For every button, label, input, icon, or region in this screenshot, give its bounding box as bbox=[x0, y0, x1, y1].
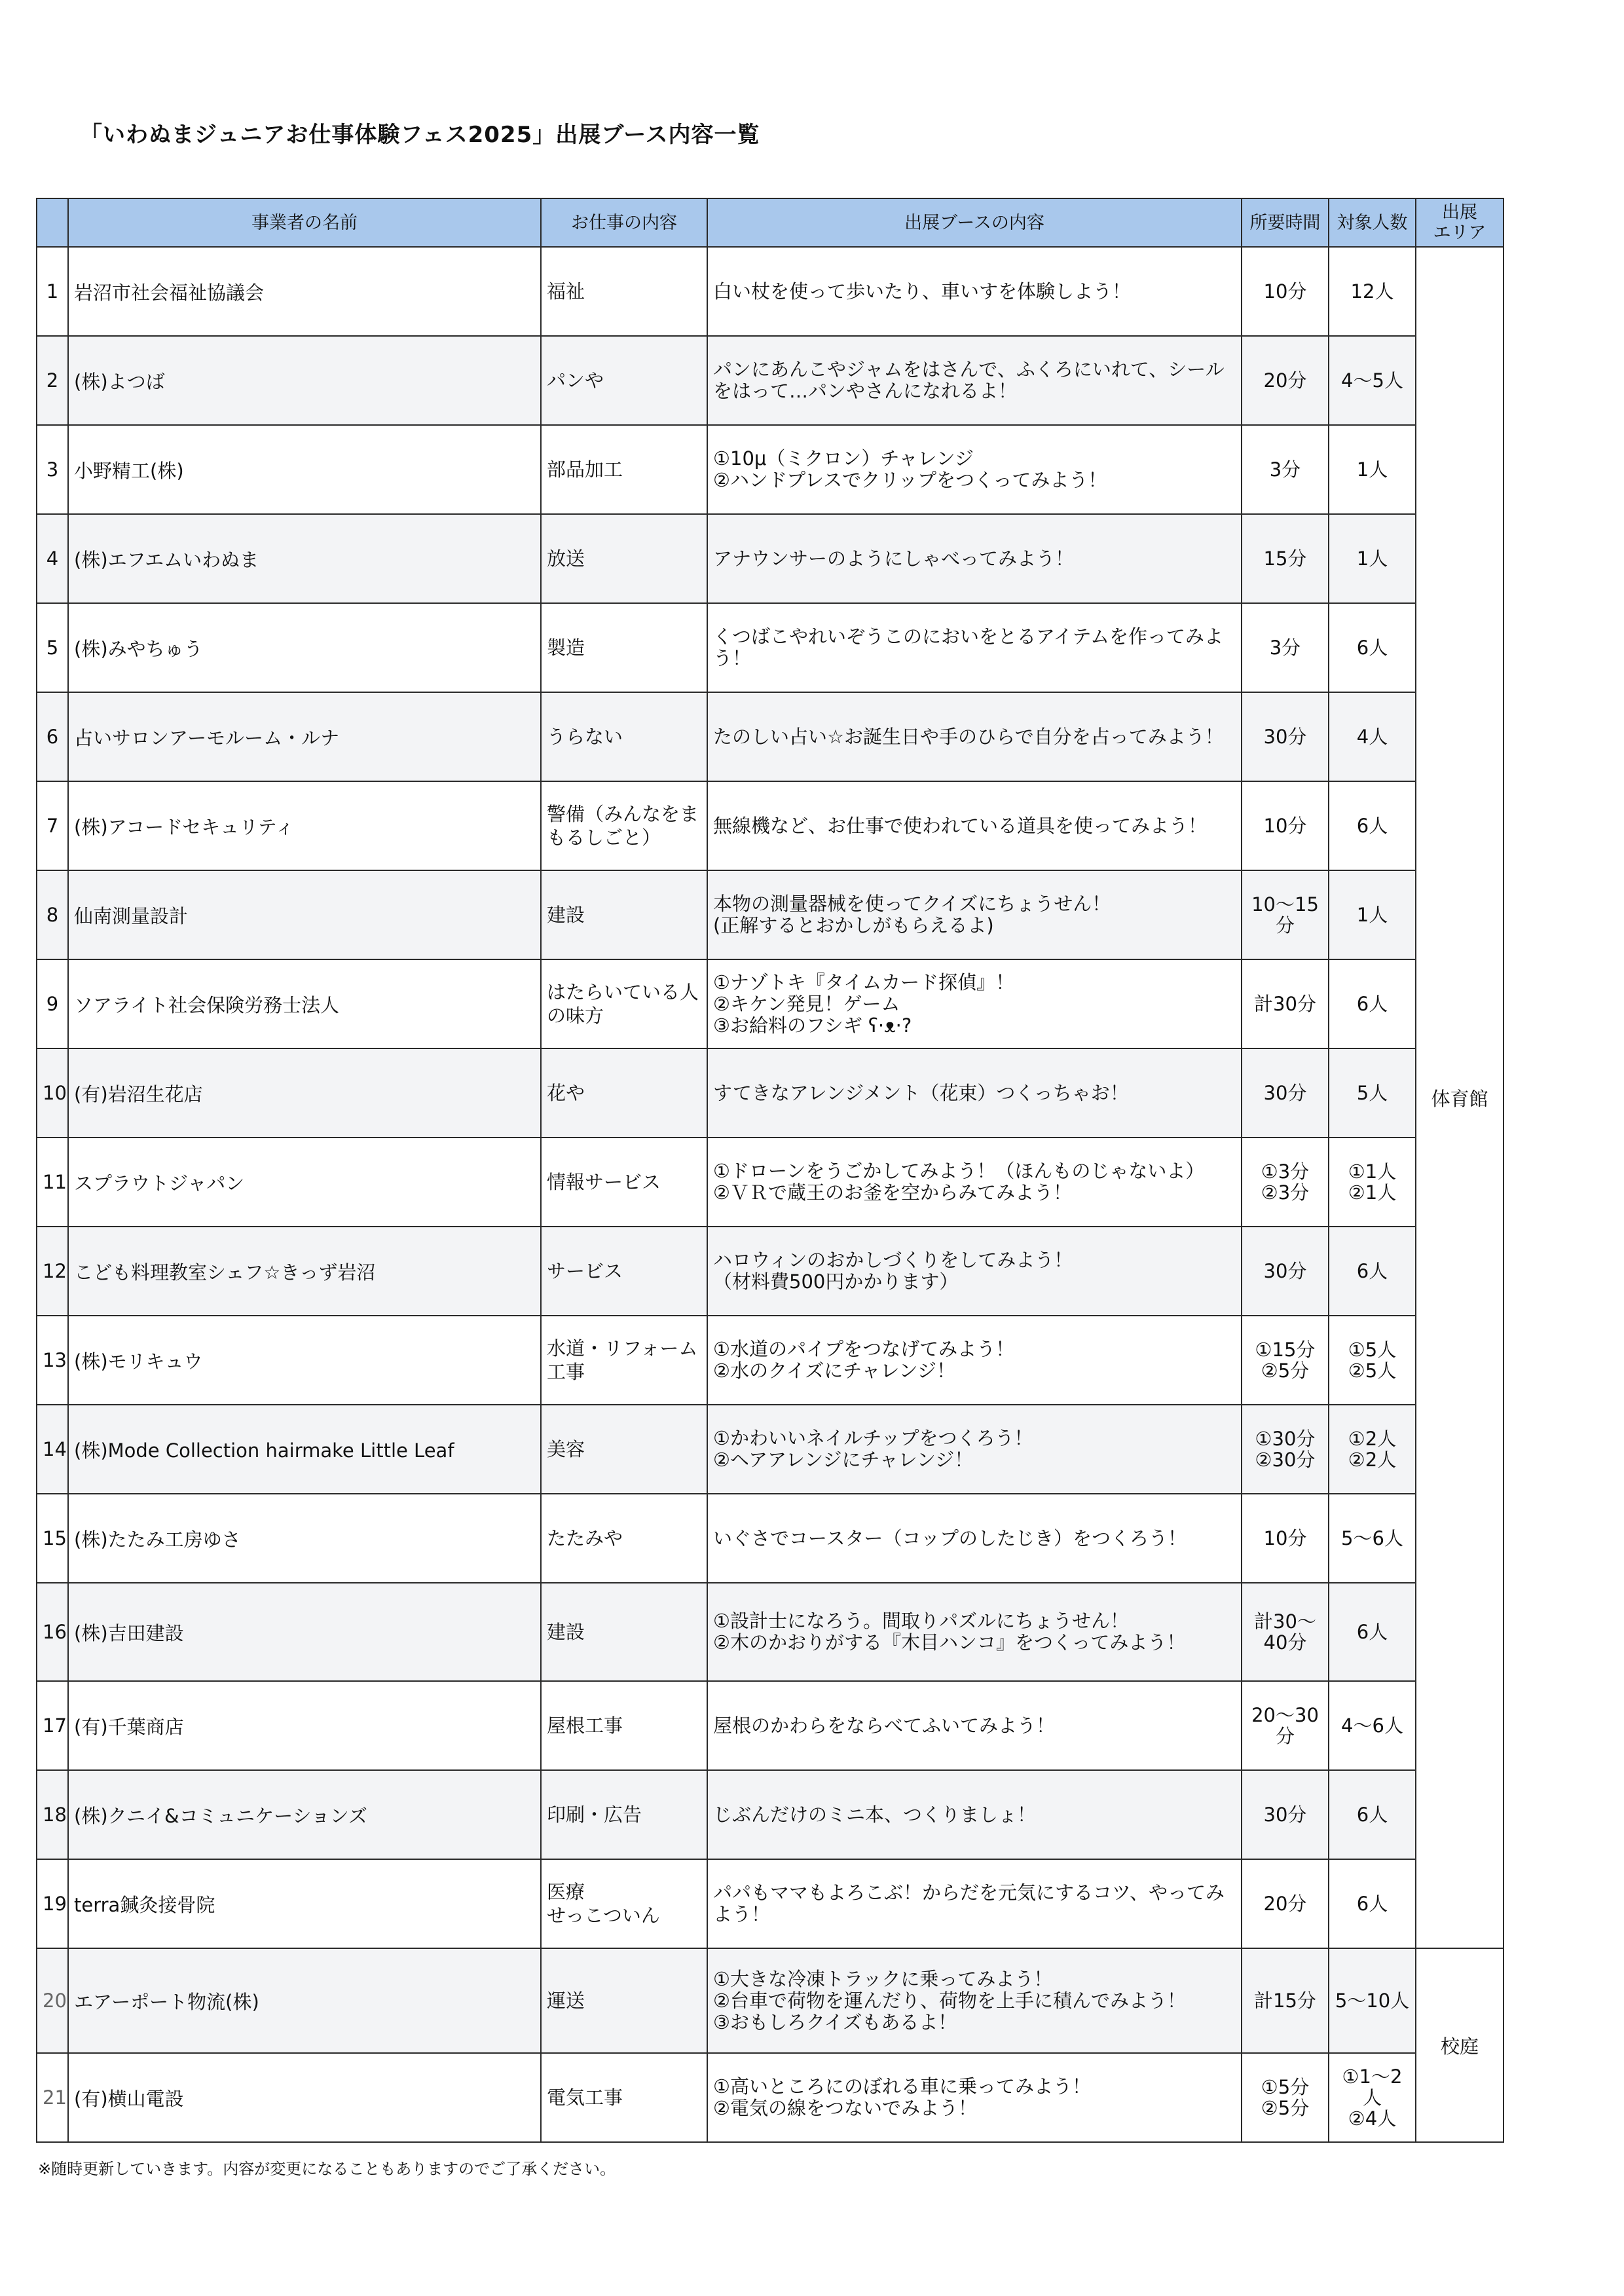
duration: ①15分 ②5分 bbox=[1242, 1316, 1329, 1405]
duration: ①30分 ②30分 bbox=[1242, 1405, 1329, 1494]
duration: 30分 bbox=[1242, 1048, 1329, 1138]
duration: 計30分 bbox=[1242, 959, 1329, 1048]
company-name: (株)みやちゅう bbox=[68, 603, 541, 692]
duration: 3分 bbox=[1242, 425, 1329, 514]
booth-content: じぶんだけのミニ本、つくりましょ！ bbox=[707, 1770, 1242, 1859]
table-row bbox=[37, 1494, 1504, 1583]
table-row bbox=[37, 425, 1504, 514]
capacity: ①1人 ②1人 bbox=[1329, 1138, 1416, 1227]
company-name: 仙南測量設計 bbox=[68, 870, 541, 959]
capacity: 4人 bbox=[1329, 692, 1416, 781]
table-row bbox=[37, 781, 1504, 870]
booth-content: ①大きな冷凍トラックに乗ってみよう！ ②台車で荷物を運んだり、荷物を上手に積んでみよう！ ③おもしろクイズもあるよ！ bbox=[707, 1948, 1242, 2053]
capacity: 6人 bbox=[1329, 1227, 1416, 1316]
job-type: 建設 bbox=[541, 870, 707, 959]
capacity: 6人 bbox=[1329, 959, 1416, 1048]
booth-content: ①10μ（ミクロン）チャレンジ ②ハンドプレスでクリップをつくってみよう！ bbox=[707, 425, 1242, 514]
header-job: お仕事の内容 bbox=[541, 198, 707, 247]
capacity: 1人 bbox=[1329, 870, 1416, 959]
row-number: 2 bbox=[37, 336, 68, 425]
booth-content: パパもママもよろこぶ！からだを元気にするコツ、やってみよう！ bbox=[707, 1859, 1242, 1948]
row-number: 5 bbox=[37, 603, 68, 692]
table-row bbox=[37, 1583, 1504, 1681]
job-type: はたらいている人の味方 bbox=[541, 959, 707, 1048]
row-number: 3 bbox=[37, 425, 68, 514]
job-type: サービス bbox=[541, 1227, 707, 1316]
table-row bbox=[37, 514, 1504, 603]
row-number: 14 bbox=[37, 1405, 68, 1494]
capacity: ①5人 ②5人 bbox=[1329, 1316, 1416, 1405]
company-name: (株)Mode Collection hairmake Little Leaf bbox=[68, 1405, 541, 1494]
booth-content: ①水道のパイプをつなげてみよう！ ②水のクイズにチャレンジ！ bbox=[707, 1316, 1242, 1405]
row-number: 12 bbox=[37, 1227, 68, 1316]
table-row bbox=[37, 2053, 1504, 2142]
table-row bbox=[37, 1138, 1504, 1227]
duration: 10分 bbox=[1242, 781, 1329, 870]
capacity: 5〜10人 bbox=[1329, 1948, 1416, 2053]
booth-content: ①設計士になろう。間取りパズルにちょうせん！ ②木のかおりがする『木目ハンコ』をつくってみよう！ bbox=[707, 1583, 1242, 1681]
capacity: 6人 bbox=[1329, 603, 1416, 692]
job-type: 電気工事 bbox=[541, 2053, 707, 2142]
capacity: 4〜6人 bbox=[1329, 1681, 1416, 1770]
company-name: terra鍼灸接骨院 bbox=[68, 1859, 541, 1948]
job-type: 情報サービス bbox=[541, 1138, 707, 1227]
row-number: 18 bbox=[37, 1770, 68, 1859]
header-area: 出展 エリア bbox=[1416, 198, 1504, 247]
booth-content: 本物の測量器械を使ってクイズにちょうせん！ (正解するとおかしがもらえるよ) bbox=[707, 870, 1242, 959]
duration: 20分 bbox=[1242, 336, 1329, 425]
row-number: 1 bbox=[37, 247, 68, 336]
job-type: 花や bbox=[541, 1048, 707, 1138]
job-type: 印刷・広告 bbox=[541, 1770, 707, 1859]
company-name: (株)よつば bbox=[68, 336, 541, 425]
capacity: 6人 bbox=[1329, 1859, 1416, 1948]
company-name: 岩沼市社会福祉協議会 bbox=[68, 247, 541, 336]
company-name: こども料理教室シェフ☆きっず岩沼 bbox=[68, 1227, 541, 1316]
row-number: 20 bbox=[37, 1948, 68, 2053]
duration: 計30〜40分 bbox=[1242, 1583, 1329, 1681]
table-row bbox=[37, 1681, 1504, 1770]
booth-content: 白い杖を使って歩いたり、車いすを体験しよう！ bbox=[707, 247, 1242, 336]
table-row bbox=[37, 1948, 1504, 2053]
duration: 20〜30分 bbox=[1242, 1681, 1329, 1770]
row-number: 17 bbox=[37, 1681, 68, 1770]
capacity: 6人 bbox=[1329, 1770, 1416, 1859]
row-number: 19 bbox=[37, 1859, 68, 1948]
row-number: 16 bbox=[37, 1583, 68, 1681]
duration: 10分 bbox=[1242, 1494, 1329, 1583]
job-type: 部品加工 bbox=[541, 425, 707, 514]
duration: 20分 bbox=[1242, 1859, 1329, 1948]
row-number: 6 bbox=[37, 692, 68, 781]
duration: 3分 bbox=[1242, 603, 1329, 692]
header-content: 出展ブースの内容 bbox=[707, 198, 1242, 247]
duration: 30分 bbox=[1242, 1770, 1329, 1859]
booth-content: 屋根のかわらをならべてふいてみよう！ bbox=[707, 1681, 1242, 1770]
capacity: ①1〜2人 ②4人 bbox=[1329, 2053, 1416, 2142]
table-row bbox=[37, 1316, 1504, 1405]
booth-content: ハロウィンのおかしづくりをしてみよう！ （材料費500円かかります） bbox=[707, 1227, 1242, 1316]
company-name: (株)アコードセキュリティ bbox=[68, 781, 541, 870]
job-type: たたみや bbox=[541, 1494, 707, 1583]
duration: 計15分 bbox=[1242, 1948, 1329, 2053]
duration: ①5分 ②5分 bbox=[1242, 2053, 1329, 2142]
duration: 10〜15分 bbox=[1242, 870, 1329, 959]
table-row bbox=[37, 1405, 1504, 1494]
company-name: スプラウトジャパン bbox=[68, 1138, 541, 1227]
header-num bbox=[37, 198, 68, 247]
table-row bbox=[37, 336, 1504, 425]
duration: 10分 bbox=[1242, 247, 1329, 336]
duration: 30分 bbox=[1242, 1227, 1329, 1316]
company-name: (株)エフエムいわぬま bbox=[68, 514, 541, 603]
job-type: 屋根工事 bbox=[541, 1681, 707, 1770]
capacity: 5〜6人 bbox=[1329, 1494, 1416, 1583]
table-row bbox=[37, 1859, 1504, 1948]
header-name: 事業者の名前 bbox=[68, 198, 541, 247]
capacity: 6人 bbox=[1329, 781, 1416, 870]
job-type: 警備（みんなをまもるしごと） bbox=[541, 781, 707, 870]
row-number: 13 bbox=[37, 1316, 68, 1405]
booth-content: アナウンサーのようにしゃべってみよう！ bbox=[707, 514, 1242, 603]
booth-content: いぐさでコースター（コップのしたじき）をつくろう！ bbox=[707, 1494, 1242, 1583]
booth-table bbox=[36, 198, 1504, 2143]
job-type: うらない bbox=[541, 692, 707, 781]
booth-content: 無線機など、お仕事で使われている道具を使ってみよう！ bbox=[707, 781, 1242, 870]
row-number: 11 bbox=[37, 1138, 68, 1227]
company-name: (有)千葉商店 bbox=[68, 1681, 541, 1770]
page-title: 「いわぬまジュニアお仕事体験フェス2025」出展ブース内容一覧 bbox=[80, 122, 760, 148]
company-name: ソアライト社会保険労務士法人 bbox=[68, 959, 541, 1048]
capacity: ①2人 ②2人 bbox=[1329, 1405, 1416, 1494]
capacity: 5人 bbox=[1329, 1048, 1416, 1138]
duration: ①3分 ②3分 bbox=[1242, 1138, 1329, 1227]
company-name: 占いサロンアーモルーム・ルナ bbox=[68, 692, 541, 781]
job-type: 運送 bbox=[541, 1948, 707, 2053]
booth-content: ①ナゾトキ『タイムカード探偵』！ ②キケン発見！ゲーム ③お給料のフシギ ʕ·ᴥ·? bbox=[707, 959, 1242, 1048]
capacity: 1人 bbox=[1329, 425, 1416, 514]
booth-content: ①高いところにのぼれる車に乗ってみよう！ ②電気の線をつないでみよう！ bbox=[707, 2053, 1242, 2142]
header-time: 所要時間 bbox=[1242, 198, 1329, 247]
area-gym: 体育館 bbox=[1416, 247, 1504, 1948]
job-type: 美容 bbox=[541, 1405, 707, 1494]
header-people: 対象人数 bbox=[1329, 198, 1416, 247]
company-name: (有)岩沼生花店 bbox=[68, 1048, 541, 1138]
job-type: 福祉 bbox=[541, 247, 707, 336]
row-number: 21 bbox=[37, 2053, 68, 2142]
company-name: (株)モリキュウ bbox=[68, 1316, 541, 1405]
row-number: 10 bbox=[37, 1048, 68, 1138]
row-number: 9 bbox=[37, 959, 68, 1048]
capacity: 6人 bbox=[1329, 1583, 1416, 1681]
company-name: (株)たたみ工房ゆさ bbox=[68, 1494, 541, 1583]
booth-content: たのしい占い☆お誕生日や手のひらで自分を占ってみよう！ bbox=[707, 692, 1242, 781]
booth-content: パンにあんこやジャムをはさんで、ふくろにいれて、シールをはって…パンやさんになれるよ！ bbox=[707, 336, 1242, 425]
job-type: 水道・リフォーム工事 bbox=[541, 1316, 707, 1405]
company-name: (有)横山電設 bbox=[68, 2053, 541, 2142]
table-row bbox=[37, 692, 1504, 781]
job-type: 製造 bbox=[541, 603, 707, 692]
duration: 30分 bbox=[1242, 692, 1329, 781]
table-row bbox=[37, 603, 1504, 692]
booth-content: ①かわいいネイルチップをつくろう！ ②ヘアアレンジにチャレンジ！ bbox=[707, 1405, 1242, 1494]
job-type: 放送 bbox=[541, 514, 707, 603]
table-row bbox=[37, 1048, 1504, 1138]
capacity: 12人 bbox=[1329, 247, 1416, 336]
header-row bbox=[37, 198, 1504, 247]
booth-content: すてきなアレンジメント（花束）つくっちゃお！ bbox=[707, 1048, 1242, 1138]
table-row bbox=[37, 959, 1504, 1048]
job-type: 建設 bbox=[541, 1583, 707, 1681]
job-type: 医療 せっこついん bbox=[541, 1859, 707, 1948]
duration: 15分 bbox=[1242, 514, 1329, 603]
company-name: (株)吉田建設 bbox=[68, 1583, 541, 1681]
row-number: 4 bbox=[37, 514, 68, 603]
company-name: エアーポート物流(株) bbox=[68, 1948, 541, 2053]
row-number: 15 bbox=[37, 1494, 68, 1583]
capacity: 1人 bbox=[1329, 514, 1416, 603]
company-name: 小野精工(株) bbox=[68, 425, 541, 514]
job-type: パンや bbox=[541, 336, 707, 425]
booth-content: ①ドローンをうごかしてみよう！（ほんものじゃないよ） ②ＶＲで蔵王のお釜を空からみてみよう！ bbox=[707, 1138, 1242, 1227]
table-row bbox=[37, 870, 1504, 959]
booth-content: くつばこやれいぞうこのにおいをとるアイテムを作ってみよう！ bbox=[707, 603, 1242, 692]
company-name: (株)クニイ&コミュニケーションズ bbox=[68, 1770, 541, 1859]
capacity: 4〜5人 bbox=[1329, 336, 1416, 425]
area-schoolyard: 校庭 bbox=[1416, 1948, 1504, 2142]
row-number: 8 bbox=[37, 870, 68, 959]
table-row bbox=[37, 247, 1504, 336]
table-row bbox=[37, 1770, 1504, 1859]
table-row bbox=[37, 1227, 1504, 1316]
footnote: ※随時更新していきます。内容が変更になることもありますのでご了承ください。 bbox=[38, 2160, 616, 2178]
row-number: 7 bbox=[37, 781, 68, 870]
